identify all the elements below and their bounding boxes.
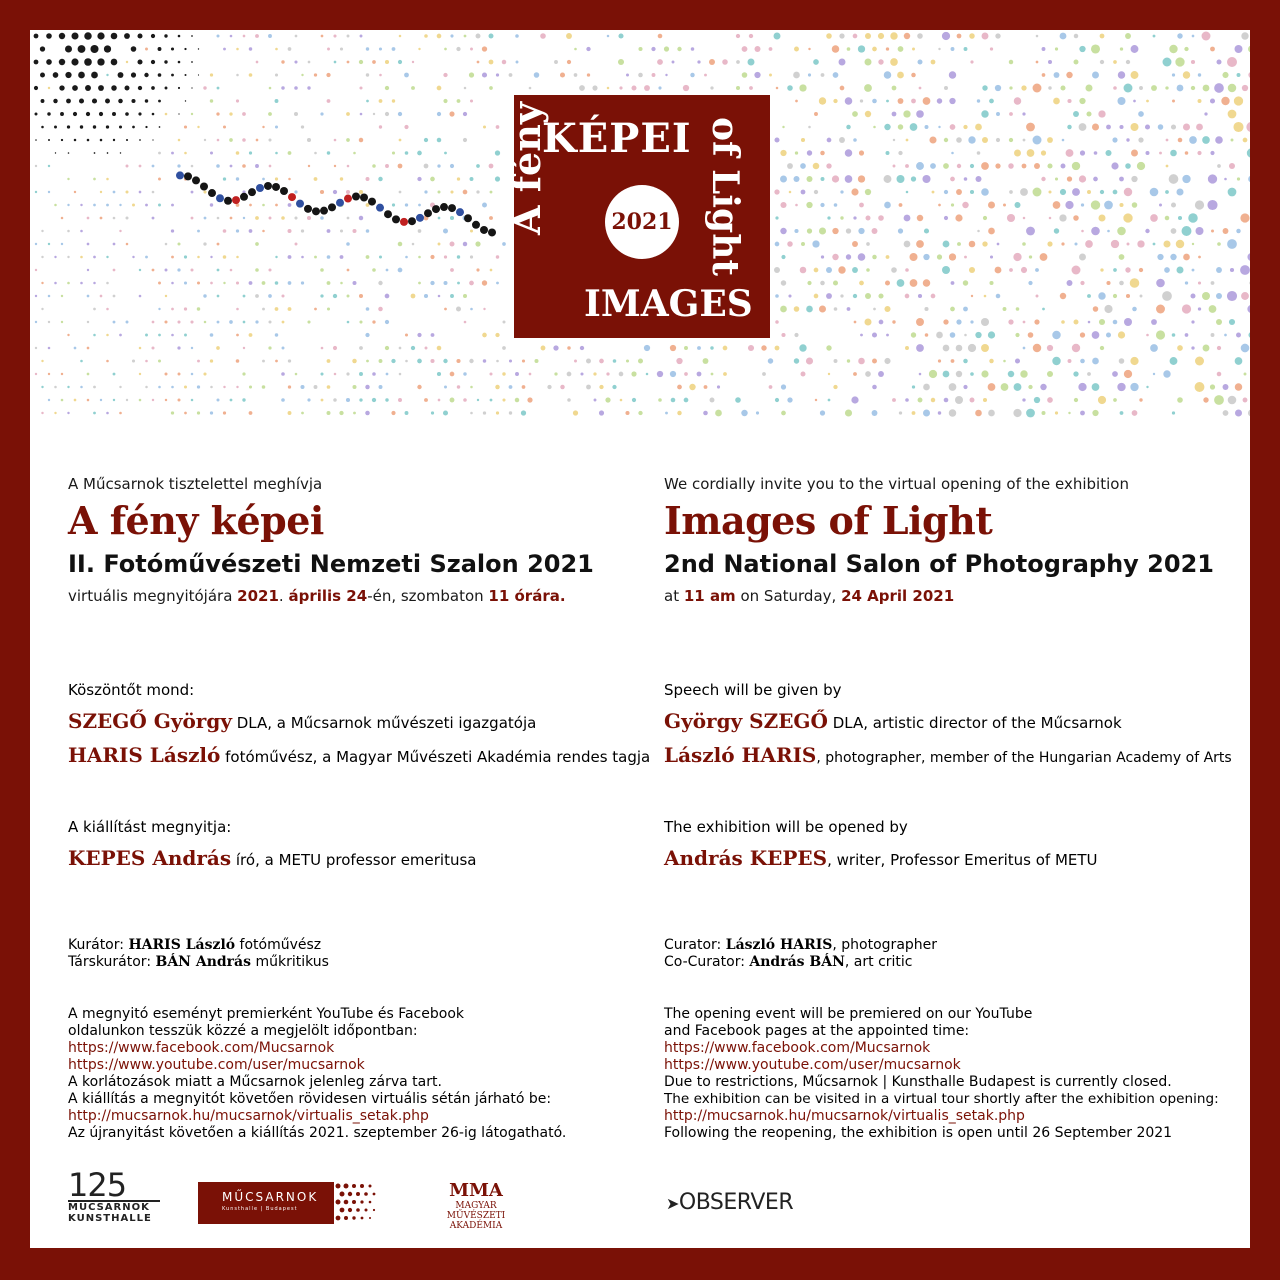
virtual-tour-link[interactable]: http://mucsarnok.hu/mucsarnok/virtualis_setak.php: [664, 1108, 1025, 1124]
speaker-1: György SZEGŐ DLA, artistic director of the Műcsarnok: [664, 709, 1122, 733]
curators: Curator: László HARIS, photographer Co-Curator: András BÁN, art critic: [664, 937, 938, 970]
bird-icon: ➤: [666, 1194, 679, 1213]
youtube-link[interactable]: https://www.youtube.com/user/mucsarnok: [68, 1057, 365, 1073]
curators: Kurátor: HARIS László fotóművész Társkurátor: BÁN András műkritikus: [68, 937, 329, 970]
invitation-page: [30, 30, 1250, 1248]
intro-text: A Műcsarnok tisztelettel meghívja: [68, 475, 323, 493]
exhibition-subtitle: 2nd National Salon of Photography 2021: [664, 550, 1214, 578]
hungarian-column: [68, 475, 658, 605]
speech-label: Speech will be given by: [664, 681, 842, 699]
intro-text: We cordially invite you to the virtual opening of the exhibition: [664, 475, 1129, 493]
dot-pattern-icon: [334, 1182, 380, 1224]
logo-of-light: of Light: [704, 117, 746, 276]
logo-images: IMAGES: [584, 283, 753, 325]
facebook-link[interactable]: https://www.facebook.com/Mucsarnok: [664, 1040, 931, 1056]
mucsarnok-125-logo: 125 MŰCSARNOK KUNSTHALLE: [68, 1170, 160, 1224]
exhibition-logo: [504, 95, 770, 338]
halftone-banner: [30, 30, 1250, 418]
observer-logo: ➤OBSERVER: [666, 1190, 794, 1215]
logo-kepei: KÉPEI: [542, 115, 692, 162]
opened-label: The exhibition will be opened by: [664, 818, 908, 836]
exhibition-subtitle: II. Fotóművészeti Nemzeti Szalon 2021: [68, 550, 594, 578]
logo-a-feny: A fény: [504, 102, 549, 235]
opener: KEPES András író, a METU professor emeritusa: [68, 846, 477, 870]
facebook-link[interactable]: https://www.facebook.com/Mucsarnok: [68, 1040, 335, 1056]
opener: András KEPES, writer, Professor Emeritus of METU: [664, 846, 1098, 870]
speaker-2: HARIS László fotóművész, a Magyar Művészeti Akadémia rendes tagja: [68, 743, 651, 767]
opened-label: A kiállítást megnyitja:: [68, 818, 232, 836]
mucsarnok-logo: MŰCSARNOK Kunsthalle | Budapest: [198, 1182, 380, 1224]
opening-date: virtuális megnyitójára 2021. április 24-én, szombaton 11 órára.: [68, 587, 566, 605]
virtual-tour-link[interactable]: http://mucsarnok.hu/mucsarnok/virtualis_setak.php: [68, 1108, 429, 1124]
event-info: A megnyitó eseményt premierként YouTube és Facebook oldalunkon tesszük közzé a megjelölt időpontban: https://www.facebook.com/Mucsarnok https://www.youtube.com/user/mucsarnok A korlátozások miatt a Műcsarnok jelenleg zárva tart. A kiállítás a megnyitót követően rövidesen virtuális sétán járható be: http://mucsarnok.hu/mucsarnok/virtualis_setak.php Az újranyitást követően a kiállítás 2021. szeptember 26-ig látogatható.: [68, 1006, 567, 1141]
opening-date: at 11 am on Saturday, 24 April 2021: [664, 587, 955, 605]
event-info: The opening event will be premiered on our YouTube and Facebook pages at the appointed time: https://www.facebook.com/Mucsarnok https://www.youtube.com/user/mucsarnok Due to restrictions, Műcsarnok | Kunsthalle Budapest is currently closed. The exhibition can be visited in a virtual tour shortly after the exhibition opening: http://mucsarnok.hu/mucsarnok/virtualis_setak.php Following the reopening, the exhibition is open until 26 September 2021: [664, 1006, 1219, 1141]
mma-logo: MMA MAGYAR MŰVÉSZETI AKADÉMIA: [446, 1180, 506, 1231]
exhibition-title: Images of Light: [664, 498, 993, 543]
youtube-link[interactable]: https://www.youtube.com/user/mucsarnok: [664, 1057, 961, 1073]
speech-label: Köszöntőt mond:: [68, 681, 195, 699]
speaker-1: SZEGŐ György DLA, a Műcsarnok művészeti igazgatója: [68, 709, 537, 733]
exhibition-title: A fény képei: [68, 498, 324, 543]
logo-year: 2021: [605, 185, 679, 259]
speaker-2: László HARIS, photographer, member of the Hungarian Academy of Arts: [664, 743, 1232, 767]
english-column: [664, 475, 1250, 605]
